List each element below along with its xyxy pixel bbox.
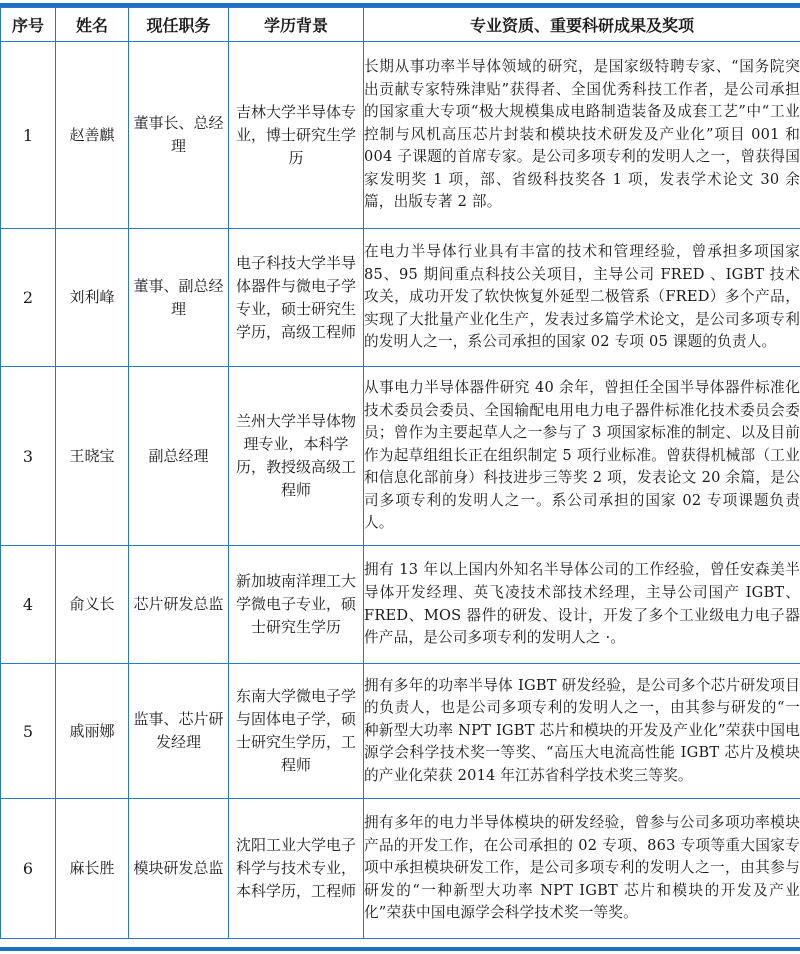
header-education: 学历背景 <box>229 8 364 42</box>
cell-achievements: 拥有 13 年以上国内外知名半导体公司的工作经验，曾任安森美半导体开发经理、英飞凌技术部技术经理，主导公司国产 IGBT、FRED、MOS 器件的研发、设计，开发了多个工业级电力电子器件产品，是公司多项专利的发明人之 ·。 <box>364 546 800 664</box>
table-row <box>1 42 800 229</box>
cell-education: 电子科技大学半导体器件与微电子学专业，硕士研究生学历，高级工程师 <box>229 229 364 367</box>
cell-position: 董事、副总经理 <box>129 229 229 367</box>
cell-education: 沈阳工业大学电子科学与技术专业，本科学历，工程师 <box>229 799 364 939</box>
cell-index: 3 <box>1 367 56 546</box>
cell-position: 模块研发总监 <box>129 799 229 939</box>
table-row <box>1 367 800 546</box>
cell-position: 董事长、总经理 <box>129 42 229 229</box>
cell-achievements: 拥有多年的功率半导体 IGBT 研发经验，是公司多个芯片研发项目的负责人，也是公司多项专利的发明人之一，由其参与研发的“一种新型大功率 NPT IGBT 芯片和模块的开发及产业化”荣获中国电源学会科学技术奖一等奖、“高压大电流高性能 IGBT 芯片及模块的产业化荣获 2014 年江苏省科学技术奖三等奖。 <box>364 664 800 799</box>
cell-education: 兰州大学半导体物理专业，本科学历，教授级高级工程师 <box>229 367 364 546</box>
cell-education: 吉林大学半导体专业，博士研究生学历 <box>229 42 364 229</box>
cell-achievements: 从事电力半导体器件研究 40 余年，曾担任全国半导体器件标准化技术委员会委员、全国输配电用电力电子器件标准化技术委员会委员；曾作为主要起草人之一参与了 3 项国家标准的制定、以及目前作为起草组组长正在组织制定 5 项行业标准。曾获得机械部（工业和信息化部前身）科技进步三等奖 2 项，发表论文 20 余篇，是公司多项专利的发明人之一。系公司承担的国家 02 专项课题负责人。 <box>364 367 800 546</box>
cell-achievements: 拥有多年的电力半导体模块的研发经验，曾参与公司多项功率模块产品的开发工作，在公司承担的 02 专项、863 专项等重大国家专项中承担模块研发工作，是公司多项专利的发明人之一，由其参与研发的“一种新型大功率 NPT IGBT 芯片和模块的开发及产业化”荣获中国电源学会科学技术奖一等奖。 <box>364 799 800 939</box>
bottom-rule <box>0 947 800 951</box>
cell-position: 芯片研发总监 <box>129 546 229 664</box>
table-row <box>1 546 800 664</box>
cell-education: 新加坡南洋理工大学微电子专业，硕士研究生学历 <box>229 546 364 664</box>
cell-index: 6 <box>1 799 56 939</box>
executive-table <box>0 7 800 939</box>
header-index: 序号 <box>1 8 56 42</box>
cell-index: 4 <box>1 546 56 664</box>
table-row <box>1 664 800 799</box>
cell-name: 王晓宝 <box>56 367 129 546</box>
cell-name: 麻长胜 <box>56 799 129 939</box>
header-achievements: 专业资质、重要科研成果及奖项 <box>364 8 800 42</box>
cell-name: 赵善麒 <box>56 42 129 229</box>
cell-name: 俞义长 <box>56 546 129 664</box>
cell-index: 1 <box>1 42 56 229</box>
cell-name: 戚丽娜 <box>56 664 129 799</box>
header-position: 现任职务 <box>129 8 229 42</box>
cell-achievements: 长期从事功率半导体领域的研究，是国家级特聘专家、“国务院突出贡献专家特殊津贴”获得者、全国优秀科技工作者，是公司承担的国家重大专项“极大规模集成电路制造装备及成套工艺”中“工业控制与风机高压芯片封装和模块技术研发及产业化”项目 001 和 004 子课题的首席专家。是公司多项专利的发明人之一，曾获得国家发明奖 1 项，部、省级科技奖各 1 项，发表学术论文 30 余篇，出版专著 2 部。 <box>364 42 800 229</box>
cell-index: 2 <box>1 229 56 367</box>
table-header-row <box>1 8 800 42</box>
table-row <box>1 229 800 367</box>
header-name: 姓名 <box>56 8 129 42</box>
cell-name: 刘利峰 <box>56 229 129 367</box>
table-row <box>1 799 800 939</box>
cell-index: 5 <box>1 664 56 799</box>
cell-achievements: 在电力半导体行业具有丰富的技术和管理经验，曾承担多项国家 85、95 期间重点科技公关项目，主导公司 FRED 、IGBT 技术攻关，成功开发了软快恢复外延型二极管系（FRED）多个产品，实现了大批量产业化生产，发表过多篇学术论文，是公司多项专利的发明人之一，系公司承担的国家 02 专项 05 课题的负责人。 <box>364 229 800 367</box>
cell-position: 副总经理 <box>129 367 229 546</box>
cell-education: 东南大学微电子学与固体电子学，硕士研究生学历，工程师 <box>229 664 364 799</box>
cell-position: 监事、芯片研发经理 <box>129 664 229 799</box>
